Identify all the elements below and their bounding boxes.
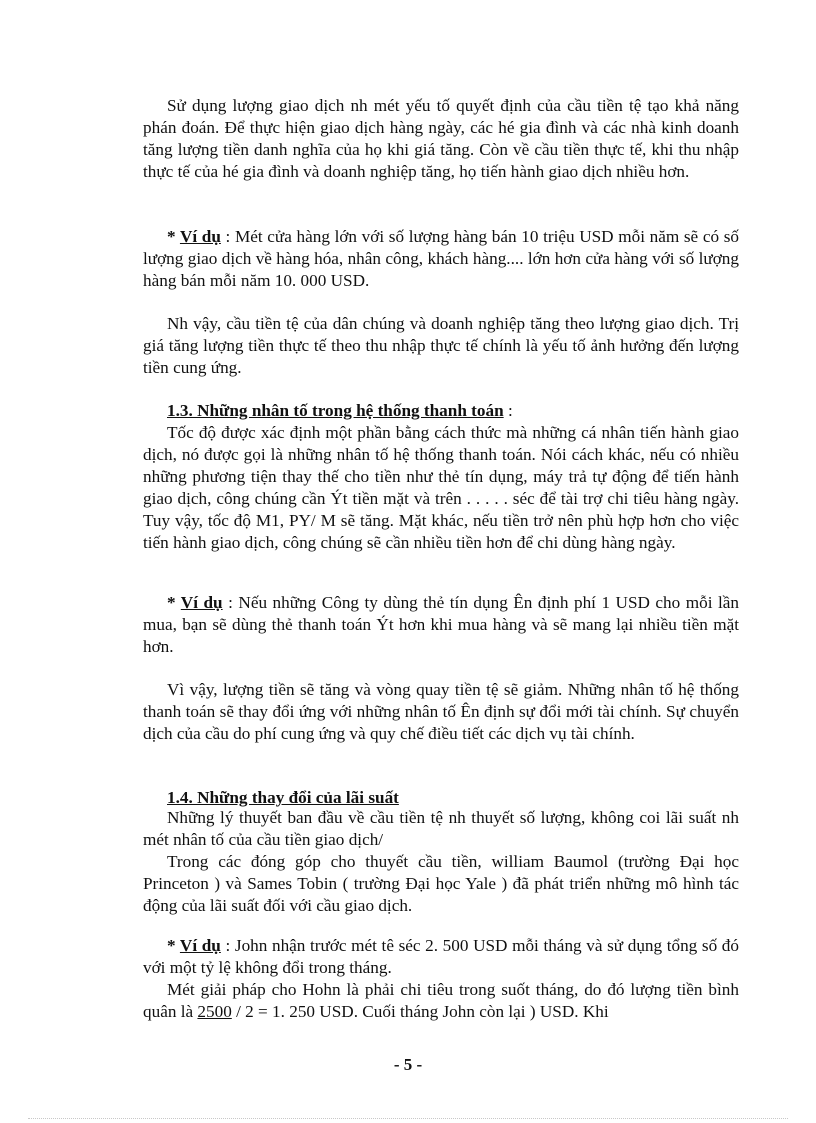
example-paragraph-credit-card xyxy=(143,592,739,658)
example-text: : Mét cửa hàng lớn với số lượng hàng bán 10 triệu USD mỗi năm sẽ có số lượng giao dịch về hàng hóa, nhân công, khách hàng.... lớn hơn cửa hàng với số lượng hàng bán mỗi năm 10. 000 USD. xyxy=(143,227,739,290)
example-text: : Nếu những Công ty dùng thẻ tín dụng Ên định phí 1 USD cho mỗi lần mua, bạn sẽ dùng thẻ thanh toán Ýt hơn khi mua hàng và sẽ mang lại nhiều tiền mặt hơn. xyxy=(143,593,739,656)
paragraph-john-solution: Mét giải pháp cho Hohn là phải chi tiêu trong suốt tháng, do đó lượng tiền bình quân là 2500 / 2 = 1. 250 USD. Cuối tháng John còn lại ) USD. Khi xyxy=(143,980,739,1021)
page-number: - 5 - xyxy=(393,1055,423,1074)
example-text: : John nhận trước mét tê séc 2. 500 USD mỗi tháng và sử dụng tổng số đó với một tỷ lệ không đổi trong tháng. xyxy=(143,936,739,977)
section-heading-1-3: 1.3. Những nhân tố trong hệ thống thanh toán : xyxy=(167,401,513,420)
example-label: * Ví dụ xyxy=(167,936,221,955)
section-heading-1-4: 1.4. Những thay đổi của lãi suất xyxy=(167,788,399,807)
example-paragraph-john xyxy=(143,935,739,979)
paragraph-payment-system: Tốc độ được xác định một phần bằng cách thức mà những cá nhân tiến hành giao dịch, nó được gọi là những nhân tố hệ thống thanh toán. Nói cách khác, nếu có nhiều những phương tiện thay thế cho tiền như thẻ tín dụng, máy trả tự động để tiến hành giao dịch, công chúng cần Ýt tiền mặt và trên . . . . . séc để tài trợ chi tiêu hàng ngày. Tuy vậy, tốc độ M1, PY/ M sẽ tăng. Mặt khác, nếu tiền trở nên phù hợp hơn cho việc tiến hành giao dịch, công chúng sẽ cần nhiều tiền hơn để chi dùng hàng ngày. xyxy=(143,423,739,552)
paragraph-transaction-volume: Sử dụng lượng giao dịch nh mét yếu tố quyết định của cầu tiền tệ tạo khả năng phán đoán. Để thực hiện giao dịch hàng ngày, các hé gia đình và các nhà kinh doanh tăng lượng tiền danh nghĩa của họ khi giá tăng. Còn về cầu tiền thực tế, khi thu nhập thực tế của hé gia đình và doanh nghiệp tăng, họ tiến hành giao dịch nhiều hơn. xyxy=(143,96,739,181)
paragraph-early-theory: Những lý thuyết ban đầu về cầu tiền tệ nh thuyết số lượng, không coi lãi suất nh mét nhân tố của cầu tiền giao dịch/ xyxy=(143,808,739,849)
paragraph-velocity: Vì vậy, lượng tiền sẽ tăng và vòng quay tiền tệ sẽ giảm. Những nhân tố hệ thống thanh toán sẽ thay đổi ứng với những nhân tố Ên định sự đổi mới tài chính. Sự chuyển dịch của cầu do phí cung ứng và quy chế điều tiết các dịch vụ tài chính. xyxy=(143,680,739,743)
paragraph-demand-conclusion: Nh vậy, cầu tiền tệ của dân chúng và doanh nghiệp tăng theo lượng giao dịch. Trị giá tăng lượng tiền thực tế theo thu nhập thực tế chính là yếu tố ảnh hưởng đến lượng tiền cung ứng. xyxy=(143,314,739,377)
underlined-number: 2500 xyxy=(197,1002,232,1021)
example-label: * Ví dụ xyxy=(167,227,221,246)
footer-divider xyxy=(28,1118,788,1119)
example-paragraph-store xyxy=(143,226,739,292)
example-label: * Ví dụ xyxy=(167,593,223,612)
paragraph-baumol-tobin: Trong các đóng góp cho thuyết cầu tiền, william Baumol (trường Đại học Princeton ) và Sames Tobin ( trường Đại học Yale ) đã phát triển những mô hình tác động của lãi suất đối với cầu giao dịch. xyxy=(143,852,739,915)
